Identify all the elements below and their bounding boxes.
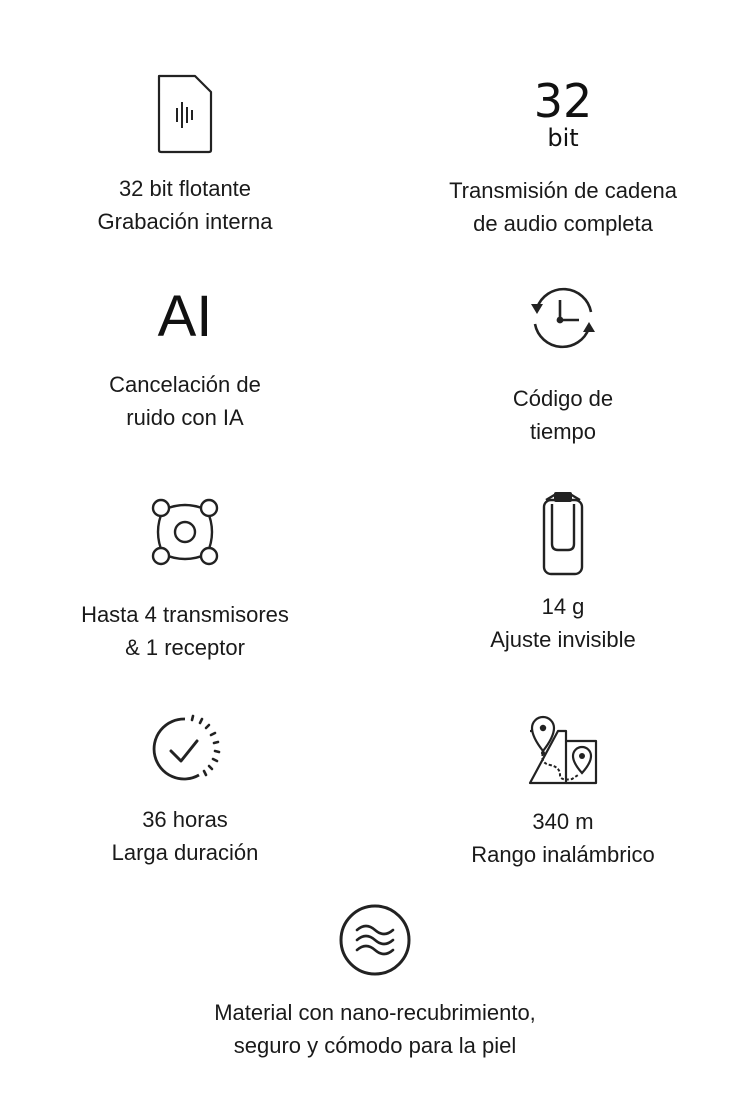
feature-ai-noise	[15, 284, 355, 434]
multi-transmitter-icon	[145, 492, 225, 572]
sd-card-waveform-icon	[155, 72, 215, 156]
feature-label-line2: Ajuste invisible	[490, 627, 636, 652]
clock-sync-icon	[523, 278, 603, 358]
feature-label-line1: 340 m	[532, 809, 594, 834]
feature-32bit-float	[15, 72, 355, 238]
feature-label-line1: Material con nano-recubrimiento,	[214, 1000, 536, 1025]
feature-nano-coating	[135, 902, 615, 1062]
feature-battery	[15, 713, 355, 869]
feature-label-line1: Hasta 4 transmisores	[81, 602, 289, 627]
feature-label-line1: 32 bit flotante	[118, 176, 252, 201]
feature-label-line2: tiempo	[529, 419, 597, 444]
feature-label-line1: 14 g	[541, 594, 585, 619]
feature-label-line1: Transmisión de cadena	[449, 178, 677, 203]
feature-label-line1: Código de	[512, 386, 614, 411]
feature-label-line2: & 1 receptor	[125, 635, 245, 660]
map-route-icon	[526, 713, 600, 787]
feature-timecode	[393, 278, 733, 448]
ai-text-icon: AI	[157, 284, 213, 349]
feature-label-line2: Larga duración	[111, 840, 259, 865]
feature-full-chain	[393, 74, 733, 240]
feature-label-line2: Grabación interna	[97, 209, 273, 234]
feature-label-line2: ruido con IA	[126, 405, 244, 430]
feature-weight	[393, 488, 733, 656]
32-bit-text-icon: 32	[533, 74, 593, 128]
feature-label-line1: Cancelación de	[109, 372, 261, 397]
waves-circle-icon	[337, 902, 413, 978]
feature-label-line2: Rango inalámbrico	[471, 842, 655, 867]
feature-label-line2: seguro y cómodo para la piel	[233, 1033, 517, 1058]
check-progress-icon	[149, 713, 221, 785]
clip-transmitter-icon	[540, 488, 586, 578]
bit-unit-text: bit	[547, 124, 579, 152]
feature-range	[393, 713, 733, 871]
feature-label-line2: de audio completa	[473, 211, 653, 236]
feature-transmitters	[15, 492, 355, 664]
feature-label-line1: 36 horas	[142, 807, 228, 832]
